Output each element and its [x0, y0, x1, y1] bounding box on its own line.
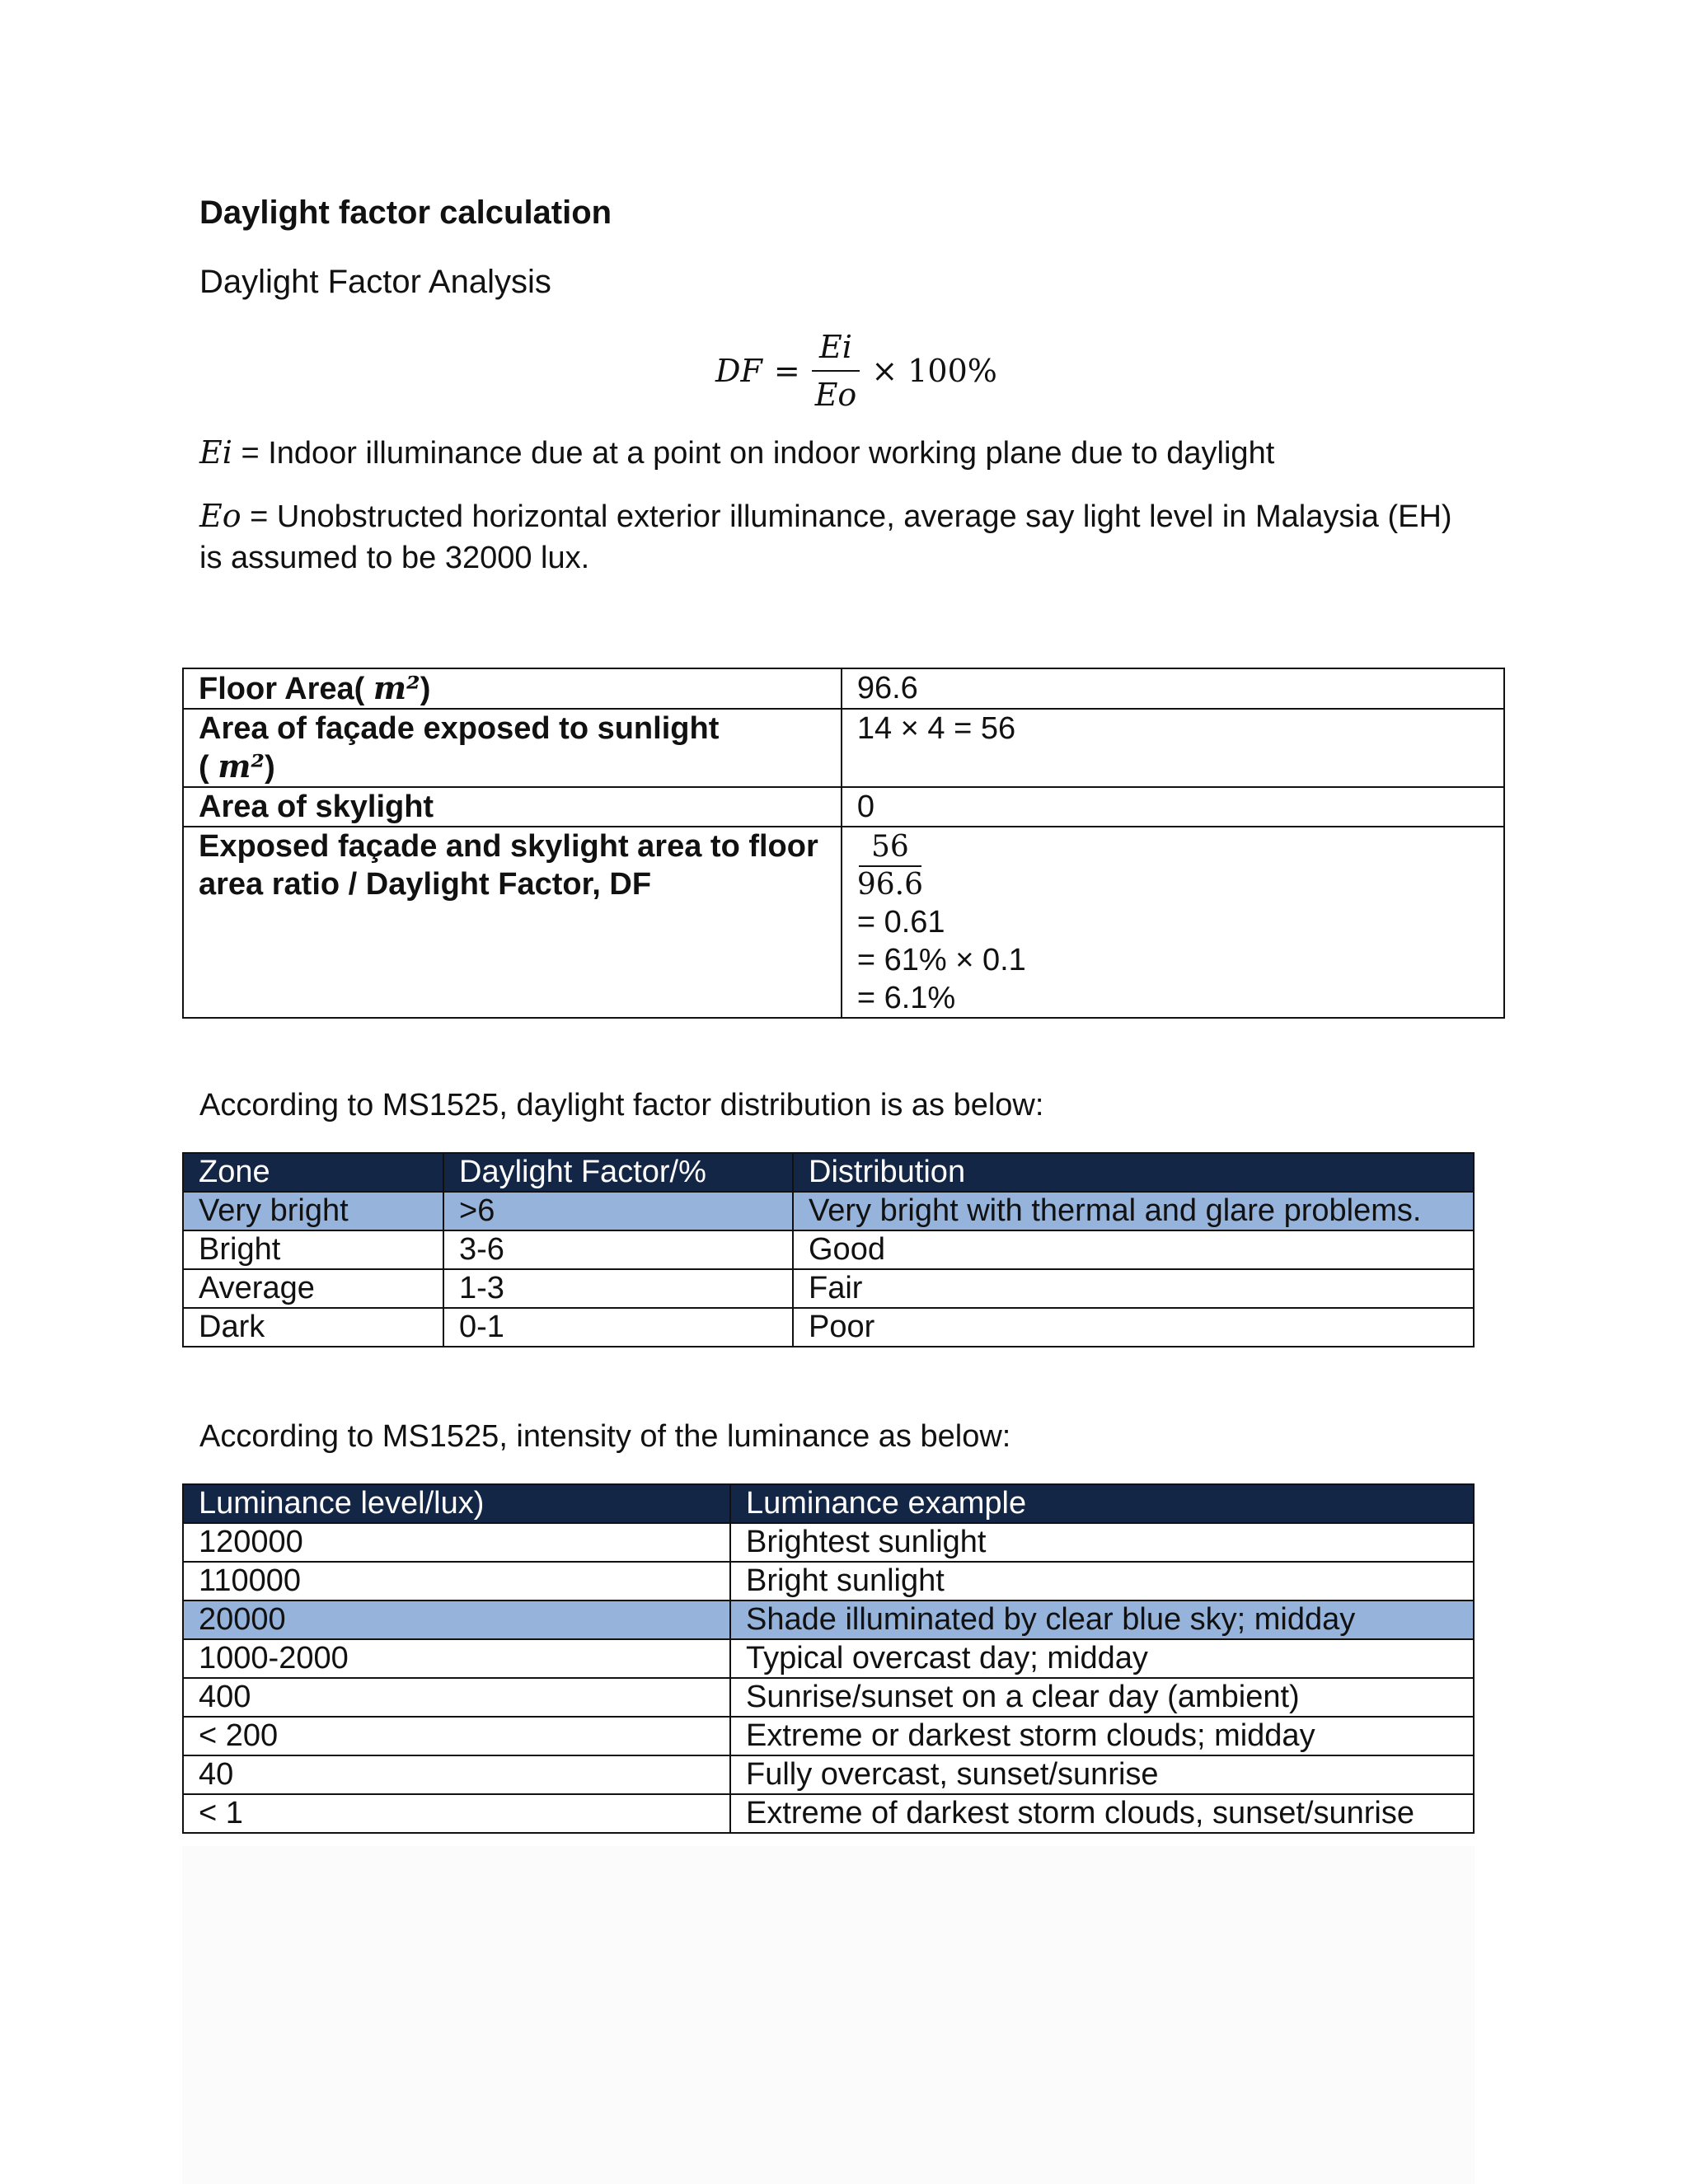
table-cell: Fair	[793, 1269, 1474, 1308]
column-header: Luminance level/lux)	[183, 1484, 730, 1523]
ratio-step-3: = 6.1%	[856, 981, 956, 1015]
table-cell: < 1	[183, 1794, 730, 1833]
table-row	[183, 1639, 1474, 1678]
table-row	[183, 1308, 1474, 1347]
luminance-intro: According to MS1525, intensity of the luminance as below:	[199, 1419, 1011, 1454]
table-cell: Bright sunlight	[730, 1562, 1474, 1601]
ratio-fraction	[857, 829, 923, 903]
formula-fraction	[812, 329, 860, 413]
formula-denominator: Eo	[814, 377, 857, 413]
table-row	[183, 1192, 1474, 1230]
table-cell: Bright	[183, 1230, 443, 1269]
table-cell: 120000	[183, 1523, 730, 1562]
column-header: Distribution	[793, 1153, 1474, 1192]
table-header-row	[183, 1153, 1474, 1192]
table-cell: Extreme of darkest storm clouds, sunset/sunrise	[730, 1794, 1474, 1833]
table-cell: >6	[443, 1192, 793, 1230]
table-header-row	[183, 1484, 1474, 1523]
table-row	[183, 1523, 1474, 1562]
table-row	[183, 1562, 1474, 1601]
column-header: Luminance example	[730, 1484, 1474, 1523]
eo-symbol: Eo	[199, 498, 241, 534]
table-cell: Extreme or darkest storm clouds; midday	[730, 1717, 1474, 1755]
daylight-factor-formula	[715, 326, 997, 416]
calculation-table	[182, 668, 1505, 1019]
luminance-table	[182, 1483, 1475, 1834]
eo-text: = Unobstructed horizontal exterior illuminance, average say light level in Malaysia (EH) is assumed to be 32000 lux.	[199, 499, 1452, 575]
table-row	[183, 827, 1504, 1018]
table-cell: 40	[183, 1755, 730, 1794]
definition-eo	[199, 495, 1452, 579]
ratio-step-1: = 0.61	[856, 905, 945, 940]
ratio-value	[842, 827, 1504, 1018]
table-cell: 0-1	[443, 1308, 793, 1347]
formula-equals: =	[773, 353, 800, 389]
formula-lhs: DF	[715, 353, 762, 389]
table-row	[183, 787, 1504, 827]
ratio-step-2: = 61% × 0.1	[856, 943, 1026, 977]
table-row	[183, 668, 1504, 709]
table-cell: < 200	[183, 1717, 730, 1755]
table-cell: 20000	[183, 1601, 730, 1639]
ratio-denominator: 96.6	[856, 868, 923, 902]
daylight-factor-table	[182, 1152, 1475, 1347]
table-cell: Fully overcast, sunset/sunrise	[730, 1755, 1474, 1794]
table-cell: Shade illuminated by clear blue sky; midday	[730, 1601, 1474, 1639]
formula-numerator: Ei	[819, 329, 852, 365]
table-cell: Very bright	[183, 1192, 443, 1230]
table-cell: 1000-2000	[183, 1639, 730, 1678]
table-cell: Sunrise/sunset on a clear day (ambient)	[730, 1678, 1474, 1717]
ratio-label: Exposed façade and skylight area to floor area ratio / Daylight Factor, DF	[183, 827, 842, 1018]
ei-text: = Indoor illuminance due at a point on indoor working plane due to daylight	[232, 436, 1275, 471]
table-cell: Typical overcast day; midday	[730, 1639, 1474, 1678]
table-cell: 1-3	[443, 1269, 793, 1308]
page-title: Daylight factor calculation	[199, 194, 612, 231]
df-distribution-intro: According to MS1525, daylight factor distribution is as below:	[199, 1088, 1044, 1122]
skylight-area-label: Area of skylight	[183, 787, 842, 827]
page-shading	[182, 1846, 1475, 2184]
floor-area-value: 96.6	[842, 668, 1504, 709]
table-cell: 3-6	[443, 1230, 793, 1269]
table-row	[183, 709, 1504, 787]
table-row	[183, 1269, 1474, 1308]
section-subtitle: Daylight Factor Analysis	[199, 264, 551, 300]
table-cell: Average	[183, 1269, 443, 1308]
table-row	[183, 1230, 1474, 1269]
column-header: Zone	[183, 1153, 443, 1192]
table-row	[183, 1717, 1474, 1755]
table-cell: 400	[183, 1678, 730, 1717]
table-cell: Very bright with thermal and glare problems.	[793, 1192, 1474, 1230]
ei-symbol: Ei	[199, 434, 232, 471]
table-row	[183, 1755, 1474, 1794]
floor-area-label: Floor Area( m²)	[183, 668, 842, 709]
skylight-area-value: 0	[842, 787, 1504, 827]
table-row	[183, 1794, 1474, 1833]
table-cell: Poor	[793, 1308, 1474, 1347]
facade-area-label: Area of façade exposed to sunlight ( m²)	[183, 709, 842, 787]
ratio-numerator: 56	[871, 830, 909, 864]
column-header: Daylight Factor/%	[443, 1153, 793, 1192]
definition-ei	[199, 432, 1452, 474]
table-cell: Brightest sunlight	[730, 1523, 1474, 1562]
table-cell: 110000	[183, 1562, 730, 1601]
formula-multiplier: × 100%	[871, 353, 997, 389]
table-cell: Dark	[183, 1308, 443, 1347]
facade-area-value: 14 × 4 = 56	[842, 709, 1504, 787]
table-row	[183, 1601, 1474, 1639]
table-cell: Good	[793, 1230, 1474, 1269]
table-row	[183, 1678, 1474, 1717]
